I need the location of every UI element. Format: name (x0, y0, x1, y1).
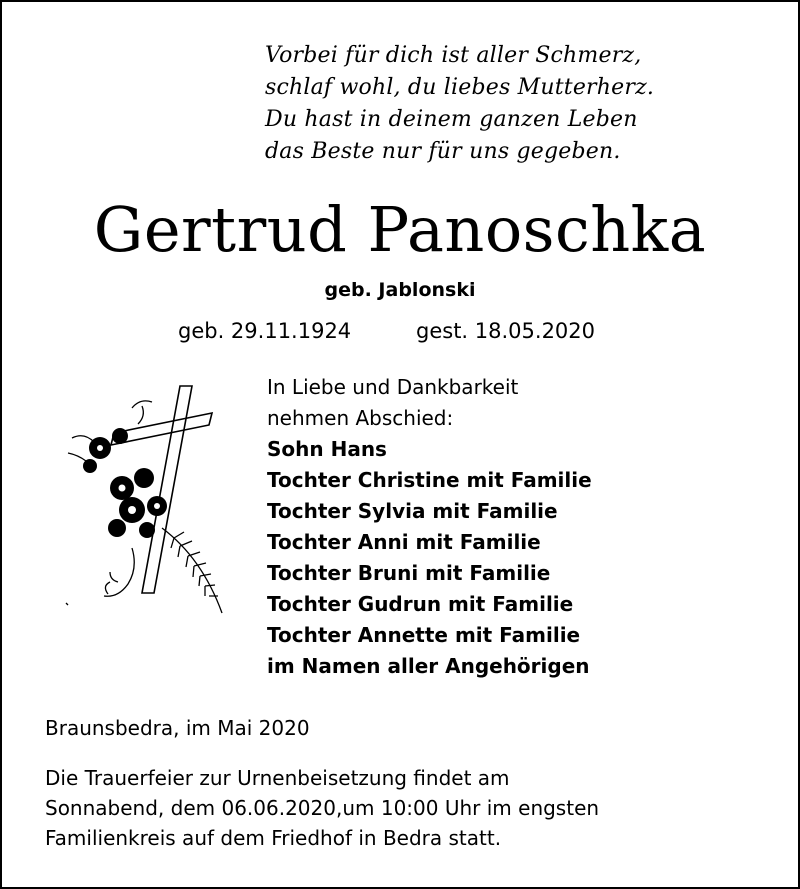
mourner-name: Sohn Hans (267, 437, 387, 461)
poem-line: Vorbei für dich ist aller Schmerz, (265, 43, 642, 68)
mourners-list (267, 372, 592, 682)
mourner-name: im Namen aller Angehörigen (267, 654, 590, 678)
death-date: gest. 18.05.2020 (416, 319, 596, 343)
maiden-name: geb. Jablonski (324, 279, 476, 301)
mourner-name: Tochter Christine mit Familie (267, 468, 592, 492)
cross-with-roses-icon (62, 378, 232, 618)
mourner-name: Tochter Gudrun mit Familie (267, 592, 574, 616)
poem-line: Du hast in deinem ganzen Leben (265, 107, 638, 132)
ceremony-line: Die Trauerfeier zur Urnenbeisetzung findet am (45, 766, 510, 790)
ceremony-line: Familienkreis auf dem Friedhof in Bedra statt. (45, 826, 502, 850)
mourner-name: Tochter Bruni mit Familie (267, 561, 551, 585)
mourner-name: Tochter Sylvia mit Familie (267, 499, 558, 523)
poem-line: schlaf wohl, du liebes Mutterherz. (265, 75, 655, 100)
poem-line: das Beste nur für uns gegeben. (265, 139, 621, 164)
place-and-date: Braunsbedra, im Mai 2020 (45, 716, 310, 740)
birth-date: geb. 29.11.1924 (178, 319, 352, 343)
mourner-name: Tochter Annette mit Familie (267, 623, 581, 647)
deceased-name: Gertrud Panoschka (93, 193, 707, 266)
poem (265, 40, 654, 168)
mourners-intro-line: In Liebe und Dankbarkeit (267, 375, 519, 399)
ceremony-line: Sonnabend, dem 06.06.2020,um 10:00 Uhr im engsten (45, 796, 600, 820)
ceremony-notice (45, 763, 599, 853)
mourners-intro-line: nehmen Abschied: (267, 406, 454, 430)
mourner-name: Tochter Anni mit Familie (267, 530, 541, 554)
